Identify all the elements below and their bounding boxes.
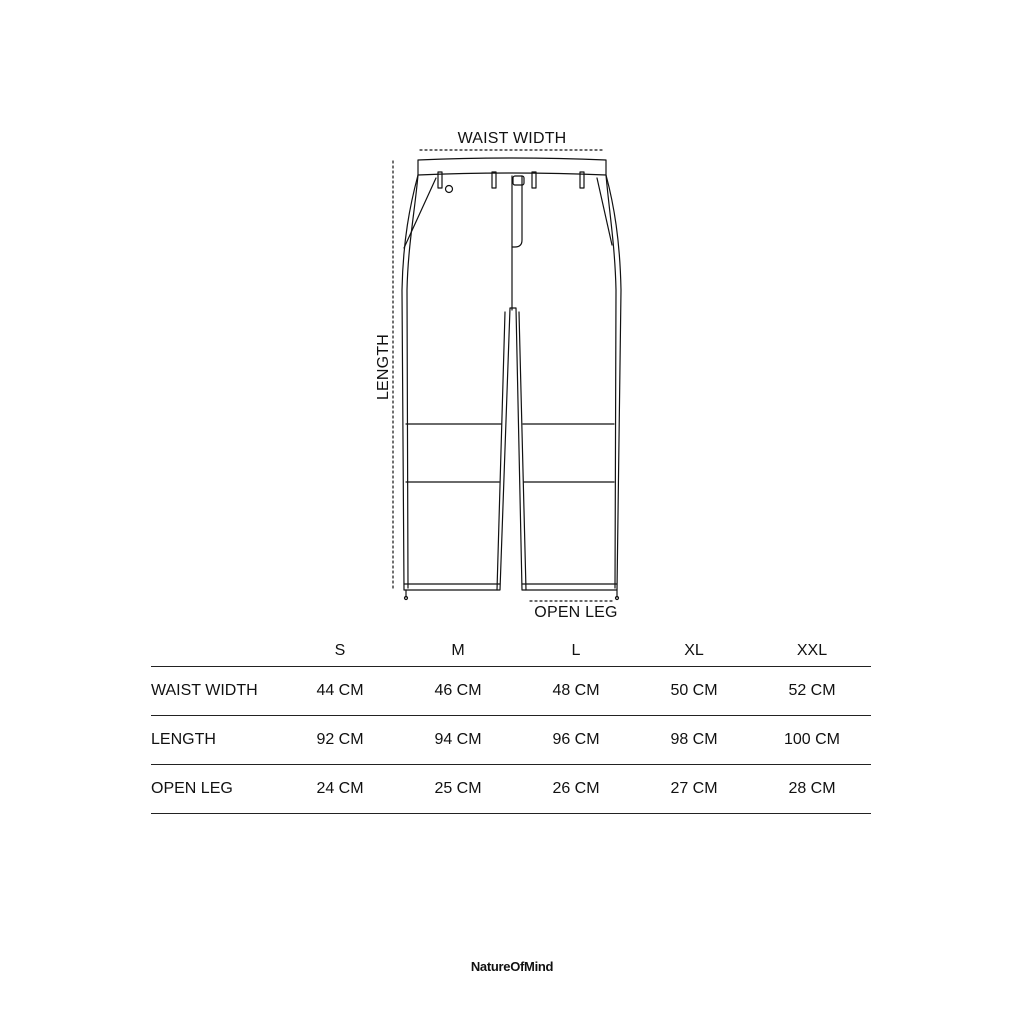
size-header-s: S [334,642,346,659]
table-cell: 24 CM [281,765,399,814]
belt-loop [492,172,496,188]
left-pocket-line [404,178,436,248]
size-header-m: M [451,642,465,659]
waistband [418,158,606,175]
hem-toggle [405,597,408,600]
table-cell: 50 CM [635,667,753,716]
size-header-xxl: XXL [796,642,828,659]
side-ring [446,186,453,193]
table-cell: 100 CM [753,716,871,765]
table-cell: 48 CM [517,667,635,716]
hem-toggle [616,597,619,600]
header-corner [151,636,281,667]
table-cell: 96 CM [517,716,635,765]
table-cell: 92 CM [281,716,399,765]
crotch-line [519,312,526,590]
table-row [151,716,871,765]
row-label-waist-width: WAIST WIDTH [151,667,281,716]
table-row [151,667,871,716]
table-cell: 98 CM [635,716,753,765]
table-cell: 25 CM [399,765,517,814]
fly-stitch [512,176,522,247]
length-label: LENGTH [375,333,392,401]
table-cell: 46 CM [399,667,517,716]
size-chart-table [151,636,871,814]
open-leg-label: OPEN LEG [534,604,618,621]
belt-loop [532,172,536,188]
brand-logo-text: NatureOfMind [470,959,554,974]
table-cell: 26 CM [517,765,635,814]
waist-width-label: WAIST WIDTH [457,130,567,147]
table-cell: 52 CM [753,667,871,716]
table-cell: 27 CM [635,765,753,814]
size-header-l: L [571,642,581,659]
row-label-open-leg: OPEN LEG [151,765,281,814]
row-label-length: LENGTH [151,716,281,765]
table-cell: 44 CM [281,667,399,716]
table-cell: 94 CM [399,716,517,765]
table-row [151,765,871,814]
table-cell: 28 CM [753,765,871,814]
size-header-row [151,636,871,667]
size-header-xl: XL [684,642,704,659]
right-side-seam [606,175,616,588]
